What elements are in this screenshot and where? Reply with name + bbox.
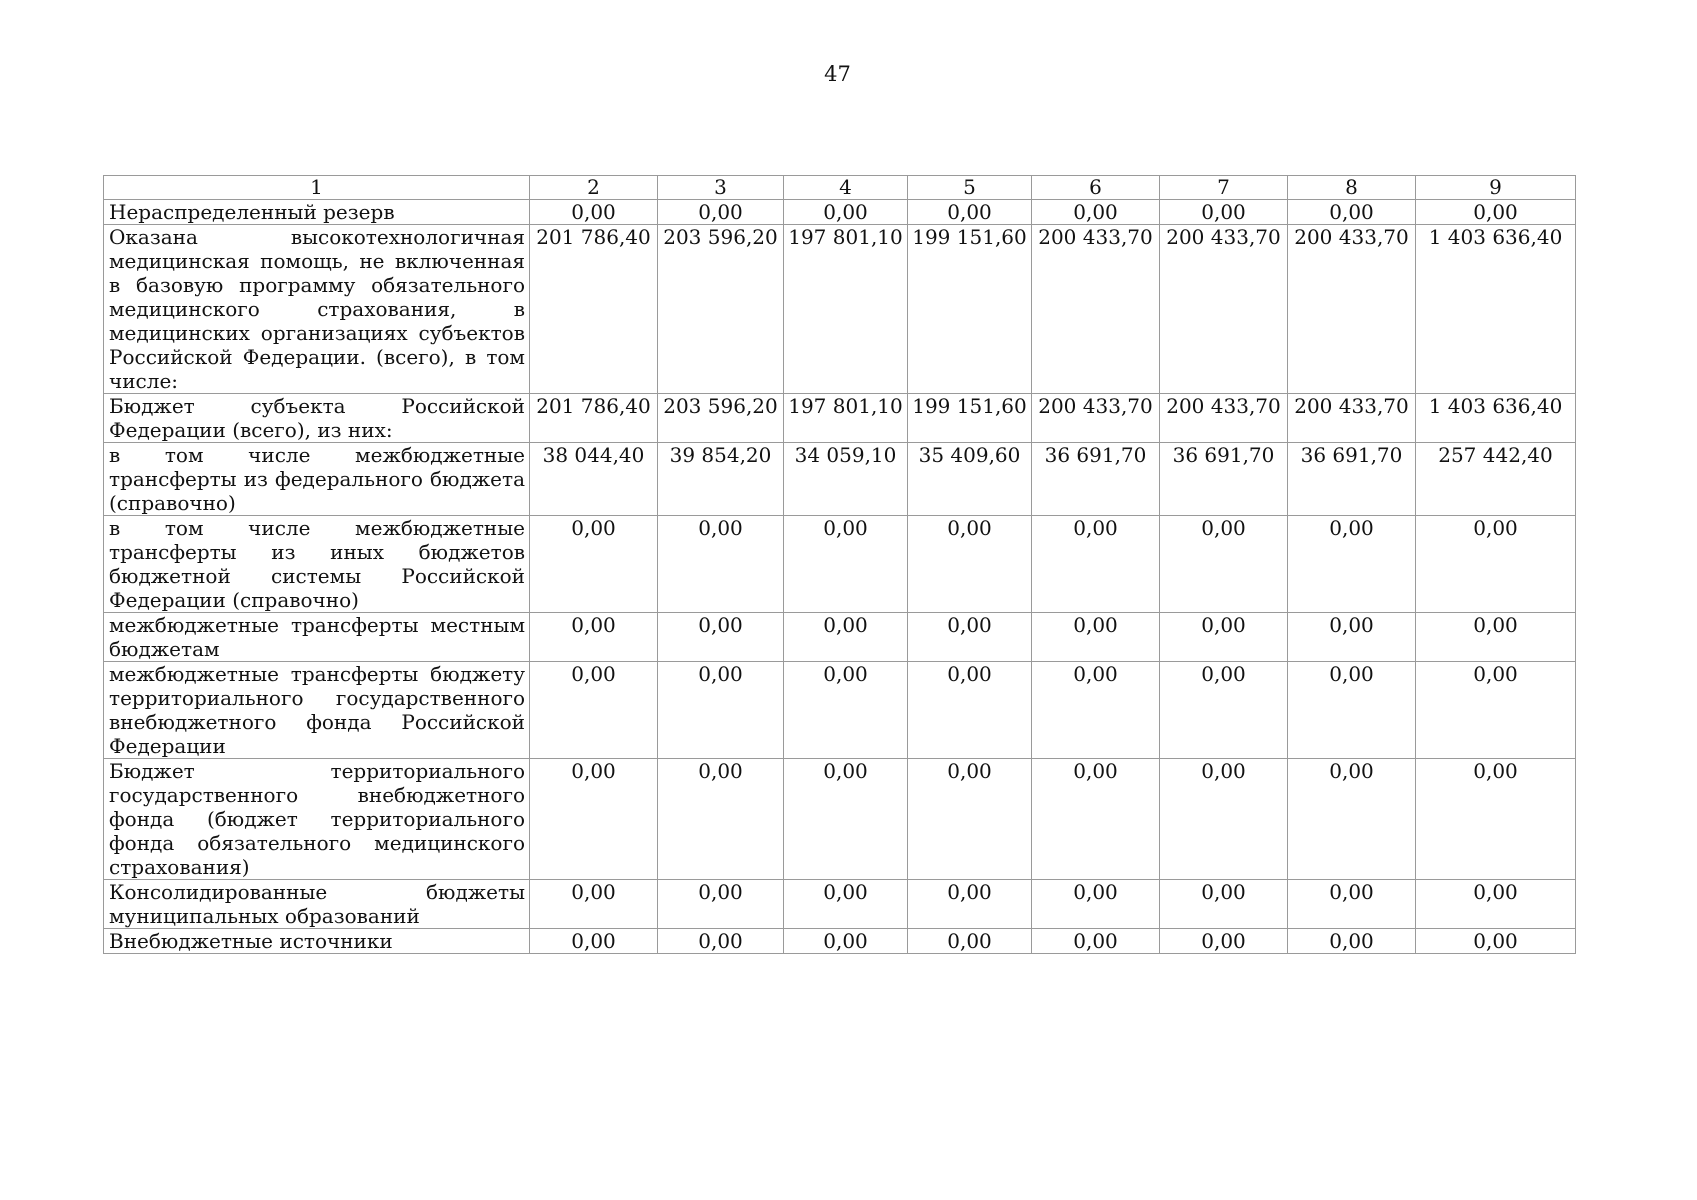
row-label: в том числе межбюджетные трансферты из иных бюджетов бюджетной системы Российской Федерации (справочно): [104, 516, 530, 613]
row-label: в том числе межбюджетные трансферты из федерального бюджета (справочно): [104, 443, 530, 516]
column-header: 3: [658, 176, 784, 200]
column-header: 2: [530, 176, 658, 200]
table-header-row: [104, 176, 1576, 200]
row-label: Консолидированные бюджеты муниципальных образований: [104, 880, 530, 929]
table-row: [104, 929, 1576, 954]
value-cell: 0,00: [658, 516, 784, 613]
value-cell: 197 801,10: [784, 394, 908, 443]
value-cell: 199 151,60: [908, 394, 1032, 443]
value-cell: 0,00: [1288, 929, 1416, 954]
value-cell: 0,00: [1160, 200, 1288, 225]
value-cell: 200 433,70: [1288, 225, 1416, 394]
value-cell: 0,00: [530, 880, 658, 929]
value-cell: 0,00: [1160, 613, 1288, 662]
value-cell: 0,00: [1416, 613, 1576, 662]
row-label: межбюджетные трансферты бюджету территориального государственного внебюджетного фонда Российской Федерации: [104, 662, 530, 759]
value-cell: 0,00: [530, 200, 658, 225]
page-number: 47: [824, 62, 851, 86]
value-cell: 0,00: [1032, 613, 1160, 662]
row-label: межбюджетные трансферты местным бюджетам: [104, 613, 530, 662]
value-cell: 0,00: [530, 613, 658, 662]
value-cell: 0,00: [1288, 662, 1416, 759]
row-label: Оказана высокотехнологичная медицинская помощь, не включенная в базовую программу обязательного медицинского страхования, в медицинских организациях субъектов Российской Федерации. (всего), в том числе:: [104, 225, 530, 394]
value-cell: 0,00: [658, 613, 784, 662]
value-cell: 0,00: [658, 662, 784, 759]
value-cell: 200 433,70: [1160, 394, 1288, 443]
value-cell: 0,00: [1032, 662, 1160, 759]
value-cell: 0,00: [658, 880, 784, 929]
value-cell: 0,00: [784, 613, 908, 662]
value-cell: 0,00: [1416, 929, 1576, 954]
value-cell: 0,00: [1288, 759, 1416, 880]
value-cell: 200 433,70: [1288, 394, 1416, 443]
table-row: [104, 225, 1576, 394]
value-cell: 199 151,60: [908, 225, 1032, 394]
value-cell: 36 691,70: [1160, 443, 1288, 516]
value-cell: 1 403 636,40: [1416, 394, 1576, 443]
value-cell: 0,00: [1416, 880, 1576, 929]
value-cell: 38 044,40: [530, 443, 658, 516]
value-cell: 0,00: [1032, 200, 1160, 225]
value-cell: 0,00: [1032, 929, 1160, 954]
table-row: [104, 394, 1576, 443]
value-cell: 0,00: [908, 880, 1032, 929]
value-cell: 257 442,40: [1416, 443, 1576, 516]
value-cell: 0,00: [658, 929, 784, 954]
value-cell: 0,00: [784, 759, 908, 880]
column-header: 1: [104, 176, 530, 200]
value-cell: 0,00: [908, 516, 1032, 613]
table-row: [104, 662, 1576, 759]
value-cell: 0,00: [908, 662, 1032, 759]
value-cell: 0,00: [784, 929, 908, 954]
value-cell: 0,00: [530, 516, 658, 613]
row-label: Нераспределенный резерв: [104, 200, 530, 225]
value-cell: 0,00: [658, 759, 784, 880]
table-row: [104, 613, 1576, 662]
value-cell: 200 433,70: [1160, 225, 1288, 394]
column-header: 8: [1288, 176, 1416, 200]
value-cell: 201 786,40: [530, 225, 658, 394]
value-cell: 0,00: [1416, 200, 1576, 225]
value-cell: 0,00: [1160, 929, 1288, 954]
value-cell: 200 433,70: [1032, 394, 1160, 443]
value-cell: 39 854,20: [658, 443, 784, 516]
value-cell: 0,00: [784, 662, 908, 759]
table-row: [104, 443, 1576, 516]
value-cell: 0,00: [908, 613, 1032, 662]
value-cell: 0,00: [908, 200, 1032, 225]
value-cell: 197 801,10: [784, 225, 908, 394]
row-label: Бюджет субъекта Российской Федерации (всего), из них:: [104, 394, 530, 443]
value-cell: 0,00: [1288, 516, 1416, 613]
value-cell: 0,00: [1288, 880, 1416, 929]
column-header: 9: [1416, 176, 1576, 200]
value-cell: 36 691,70: [1032, 443, 1160, 516]
value-cell: 0,00: [530, 662, 658, 759]
value-cell: 35 409,60: [908, 443, 1032, 516]
value-cell: 0,00: [1416, 662, 1576, 759]
value-cell: 34 059,10: [784, 443, 908, 516]
value-cell: 0,00: [1288, 613, 1416, 662]
value-cell: 203 596,20: [658, 394, 784, 443]
column-header: 6: [1032, 176, 1160, 200]
row-label: Внебюджетные источники: [104, 929, 530, 954]
value-cell: 0,00: [1288, 200, 1416, 225]
value-cell: 0,00: [908, 929, 1032, 954]
table-row: [104, 200, 1576, 225]
value-cell: 0,00: [784, 880, 908, 929]
value-cell: 0,00: [530, 929, 658, 954]
value-cell: 0,00: [658, 200, 784, 225]
value-cell: 0,00: [1032, 516, 1160, 613]
budget-table: [103, 175, 1576, 954]
value-cell: 0,00: [784, 200, 908, 225]
table-row: [104, 516, 1576, 613]
value-cell: 0,00: [1416, 759, 1576, 880]
value-cell: 36 691,70: [1288, 443, 1416, 516]
value-cell: 0,00: [1032, 759, 1160, 880]
value-cell: 201 786,40: [530, 394, 658, 443]
column-header: 5: [908, 176, 1032, 200]
value-cell: 0,00: [1160, 662, 1288, 759]
value-cell: 0,00: [530, 759, 658, 880]
value-cell: 0,00: [1416, 516, 1576, 613]
column-header: 4: [784, 176, 908, 200]
value-cell: 1 403 636,40: [1416, 225, 1576, 394]
value-cell: 200 433,70: [1032, 225, 1160, 394]
value-cell: 0,00: [1160, 516, 1288, 613]
value-cell: 203 596,20: [658, 225, 784, 394]
value-cell: 0,00: [1032, 880, 1160, 929]
table-row: [104, 759, 1576, 880]
row-label: Бюджет территориального государственного внебюджетного фонда (бюджет территориального фонда обязательного медицинского страхования): [104, 759, 530, 880]
column-header: 7: [1160, 176, 1288, 200]
value-cell: 0,00: [1160, 759, 1288, 880]
value-cell: 0,00: [1160, 880, 1288, 929]
value-cell: 0,00: [908, 759, 1032, 880]
table-row: [104, 880, 1576, 929]
value-cell: 0,00: [784, 516, 908, 613]
